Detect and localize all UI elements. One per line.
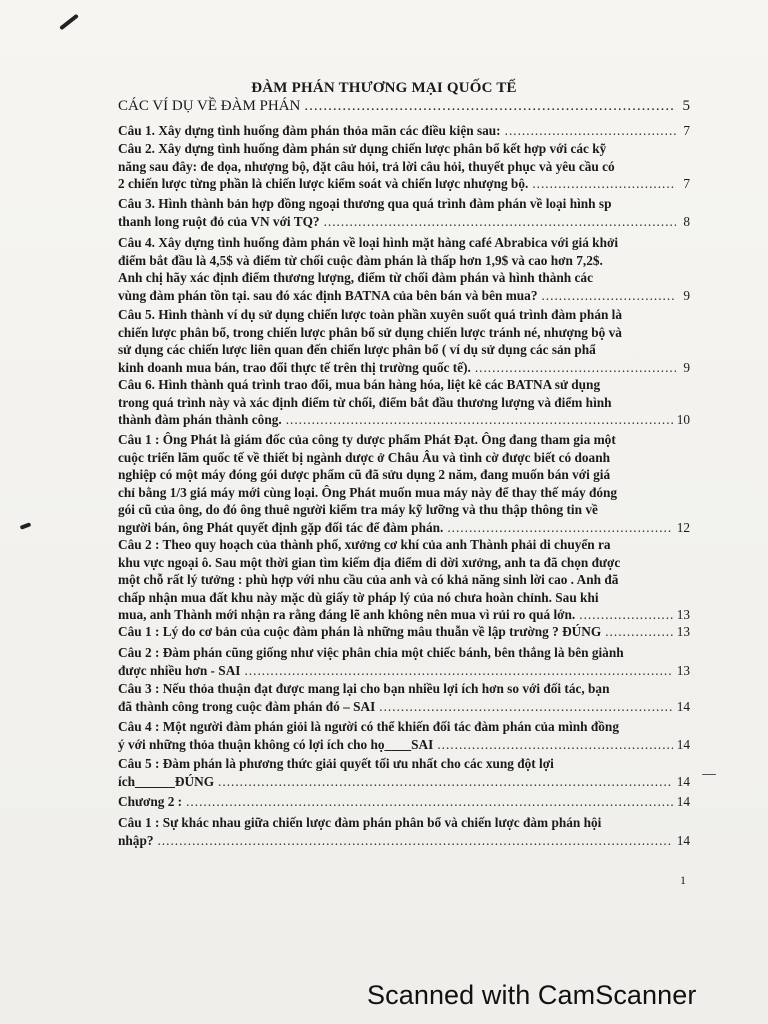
- toc-entry-text: Chương 2 :: [118, 794, 183, 809]
- toc-entry-text: Anh chị hãy xác định điểm thương lượng, điểm từ chối đàm phán và hình thành các: [118, 270, 593, 285]
- toc-page-number: 14: [676, 832, 690, 848]
- toc-entry-text: Câu 3. Hình thành bản hợp đồng ngoại thương qua quá trình đàm phán về loại hình sp: [118, 196, 612, 211]
- toc-entry-text: năng sau đây: đe dọa, nhượng bộ, đặt câu hỏi, trả lời câu hỏi, thuyết phục và yêu cầu có: [118, 158, 615, 174]
- toc-entry-text: một chỗ rất lý tưởng : phù hợp với nhu cầu của anh và có khả năng sinh lời cao . Anh đã: [118, 572, 619, 587]
- toc-entry-text: Câu 1. Xây dựng tình huống đàm phán thỏa mãn các điều kiện sau:: [118, 123, 501, 138]
- dot-leader: [505, 122, 676, 140]
- toc-entry-text: Câu 3 : Nếu thỏa thuận đạt được mang lại cho bạn nhiều lợi ích hơn so với đối tác, bạn: [118, 681, 610, 696]
- toc-entry[interactable]: [118, 680, 690, 715]
- toc-entry-text: Câu 1 : Lý do cơ bản của cuộc đàm phán là những mâu thuẫn về lập trường ? ĐÚNG: [118, 624, 602, 639]
- toc-page-number: 13: [676, 607, 690, 622]
- dot-leader: [286, 411, 673, 429]
- toc-entry-text: được nhiều hơn - SAI: [118, 662, 241, 678]
- dot-leader: [157, 832, 672, 850]
- dot-leader: [605, 623, 672, 641]
- toc-entry-text: đã thành công trong cuộc đàm phán đó – SAI: [118, 698, 376, 714]
- toc-entry-text: Câu 2. Xây dựng tình huống đàm phán sử dụng chiến lược phân bổ kết hợp với các kỹ: [118, 141, 607, 156]
- camscanner-watermark: Scanned with CamScanner: [367, 980, 697, 1010]
- toc-entry-text: vùng đàm phán tồn tại. sau đó xác định BATNA của bên bán và bên mua?: [118, 287, 538, 303]
- toc-entry-text: kinh doanh mua bán, trao đổi thực tế trên thị trường quốc tế).: [118, 359, 471, 375]
- toc-entry-text: Câu 4 : Một người đàm phán giỏi là người có thể khiến đối tác đàm phán của mình đồng: [118, 719, 619, 734]
- toc-entry[interactable]: [118, 793, 690, 811]
- toc-entry-text: nhập?: [118, 832, 154, 848]
- toc-page-number: 9: [683, 287, 690, 303]
- dot-leader: [186, 793, 673, 811]
- dot-leader: [244, 662, 672, 680]
- toc-page-number: 5: [682, 98, 690, 114]
- toc-entry-text: Câu 2 : Theo quy hoạch của thành phố, xưởng cơ khí của anh Thành phải di chuyển ra: [118, 537, 611, 552]
- dot-leader: [437, 736, 672, 754]
- pen-mark: [59, 14, 79, 31]
- toc-entry-text: khu vực ngoại ô. Sau một thời gian tìm kiếm địa điểm di dời xưởng, anh ta đã chọn được: [118, 554, 621, 570]
- toc-page-number: 7: [683, 123, 690, 138]
- dot-leader: [304, 98, 676, 116]
- dot-leader: [218, 773, 673, 791]
- toc-entry-text: Câu 2 : Đàm phán cũng giống như việc phân chia một chiếc bánh, bên thắng là bên giành: [118, 645, 624, 660]
- toc-entry-text: nghiệp có một máy đóng gói dược phẩm cũ đã sửu dụng 2 năm, đang muốn bán với giá: [118, 467, 611, 482]
- toc-entry[interactable]: [118, 140, 690, 193]
- toc-page-number: 10: [676, 412, 690, 427]
- toc-page-number: 9: [683, 359, 690, 375]
- toc-entry-text: Câu 5 : Đàm phán là phương thức giải quyết tối ưu nhất cho các xung đột lợi: [118, 756, 554, 771]
- toc-entry[interactable]: [118, 122, 690, 140]
- toc-page-number: 12: [676, 519, 690, 535]
- toc-page-number: 7: [683, 176, 690, 191]
- toc-entry-text: chấp nhận mua đất khu này mặc dù giấy tờ pháp lý của nó chưa hoàn chỉnh. Sau khi: [118, 589, 599, 605]
- toc-entry-text: người bán, ông Phát quyết định gặp đối tác để đàm phán.: [118, 519, 444, 535]
- toc-entry-text: chiến lược phân bổ, trong chiến lược phân bổ sử dụng chiến lược tránh né, nhượng bộ và: [118, 324, 622, 340]
- dot-leader: [447, 519, 672, 537]
- toc-page-number: 13: [676, 662, 690, 678]
- toc-entry-text: CÁC VÍ DỤ VỀ ĐÀM PHÁN: [118, 98, 301, 114]
- toc-entry[interactable]: [118, 431, 690, 536]
- toc-entry-text: thanh long ruột đỏ của VN với TQ?: [118, 213, 320, 229]
- toc-entry-text: Câu 1 : Sự khác nhau giữa chiến lược đàm phán phân bổ và chiến lược đàm phán hội: [118, 815, 602, 830]
- toc-page-number: 8: [683, 213, 690, 229]
- toc-entry[interactable]: [118, 98, 690, 116]
- page-number: 1: [680, 873, 686, 887]
- toc-page-number: 14: [676, 773, 690, 789]
- toc-entry-text: ý với những thỏa thuận không có lợi ích cho họ____SAI: [118, 736, 434, 752]
- toc-entry-text: sử dụng các chiến lược liên quan đến chiến lược phân bổ ( ví dụ sử dụng các sản phẩ: [118, 342, 596, 357]
- toc-page-number: 14: [676, 698, 690, 714]
- toc-entry[interactable]: [118, 623, 690, 641]
- pen-mark: [702, 774, 716, 775]
- dot-leader: [475, 359, 676, 377]
- toc-entry[interactable]: [118, 718, 690, 753]
- toc-entry[interactable]: [118, 376, 690, 429]
- toc-entry-text: thành đàm phán thành công.: [118, 412, 282, 427]
- toc-entry-text: Câu 5. Hình thành ví dụ sử dụng chiến lược toàn phần xuyên suốt quá trình đàm phán là: [118, 307, 623, 322]
- toc-entry-text: chỉ bằng 1/3 giá máy mới cùng loại. Ông Phát muốn mua máy này để thay thế máy đóng: [118, 484, 618, 500]
- toc-entry-text: mua, anh Thành mới nhận ra rằng đáng lẽ anh không nên mua vì rủi ro quá lớn.: [118, 607, 576, 622]
- toc-entry-text: Câu 1 : Ông Phát là giám đốc của công ty dược phẩm Phát Đạt. Ông đang tham gia một: [118, 432, 616, 447]
- toc-page-number: 14: [676, 794, 690, 809]
- pen-mark: [20, 522, 32, 530]
- toc-entry[interactable]: [118, 234, 690, 304]
- dot-leader: [324, 213, 676, 231]
- toc-entry-text: 2 chiến lược từng phần là chiến lược kiểm soát và chiến lược nhượng bộ.: [118, 176, 529, 191]
- toc-entry[interactable]: [118, 306, 690, 376]
- dot-leader: [579, 606, 672, 624]
- toc-entry-text: cuộc triển lãm quốc tế về thiết bị ngành dược ở Châu Âu và tình cờ được biết có doanh: [118, 449, 610, 465]
- toc-entry[interactable]: [118, 644, 690, 679]
- toc-entry[interactable]: [118, 755, 690, 790]
- toc-entry-text: Câu 6. Hình thành quá trình trao đổi, mua bán hàng hóa, liệt kê các BATNA sử dụng: [118, 377, 601, 392]
- dot-leader: [541, 287, 676, 305]
- toc-entry-text: Câu 4. Xây dựng tình huống đàm phán về loại hình mặt hàng café Abrabica với giá khởi: [118, 235, 619, 250]
- toc-entry-text: trong quá trình này và xác định điểm từ chối, điểm bắt đầu thương lượng và điểm hình: [118, 394, 612, 410]
- toc-entry-text: ích______ĐÚNG: [118, 773, 215, 789]
- dot-leader: [379, 698, 672, 716]
- toc-entry-text: điểm bắt đầu là 4,5$ và điểm từ chối cuộc đàm phán là thấp hơn 1,9$ và cao hơn 7,2$.: [118, 252, 603, 268]
- dot-leader: [532, 175, 676, 193]
- toc-entry-text: gói cũ của ông, do đó ông thuê người kiểm tra máy kỹ lưỡng và thu thập thông tin về: [118, 502, 598, 517]
- toc-entry[interactable]: [118, 814, 690, 849]
- toc-page-number: 13: [676, 624, 690, 639]
- toc-entry[interactable]: [118, 536, 690, 624]
- toc-page-number: 14: [676, 736, 690, 752]
- document-title: ĐÀM PHÁN THƯƠNG MẠI QUỐC TẾ: [251, 80, 517, 96]
- toc-entry[interactable]: [118, 195, 690, 230]
